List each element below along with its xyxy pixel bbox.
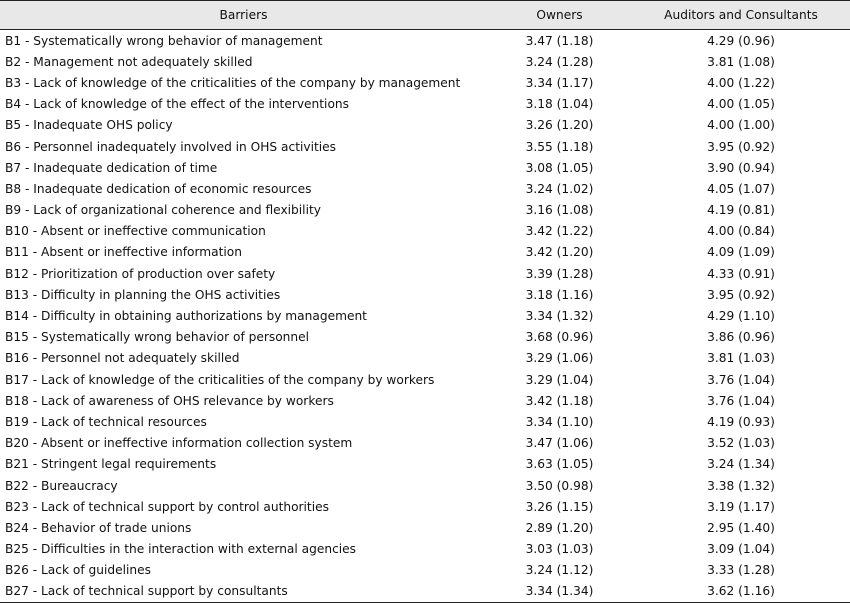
owners-cell: 3.50 (0.98) (525, 478, 594, 493)
table-body (0, 30, 850, 603)
owners-cell: 3.34 (1.34) (487, 581, 632, 603)
table-row (0, 263, 850, 284)
barrier-cell: B4 - Lack of knowledge of the effect of the interventions (5, 97, 349, 112)
barrier-cell: B16 - Personnel not adequately skilled (5, 351, 240, 366)
owners-cell: 3.24 (1.12) (525, 563, 594, 578)
owners-cell: 3.29 (1.04) (525, 372, 594, 387)
auditors-cell: 4.33 (0.91) (707, 266, 775, 281)
barrier-cell: B15 - Systematically wrong behavior of personnel (5, 330, 309, 345)
auditors-cell: 3.86 (0.96) (707, 330, 775, 345)
auditors-cell: 3.38 (1.32) (707, 478, 775, 493)
barrier-cell: B22 - Bureaucracy (5, 478, 118, 493)
barrier-cell: B1 - Systematically wrong behavior of management (5, 33, 323, 48)
barrier-cell: B2 - Management not adequately skilled (5, 54, 253, 69)
header-barriers: Barriers (0, 1, 487, 30)
owners-cell: 2.89 (1.20) (525, 520, 594, 535)
owners-cell: 3.42 (1.18) (525, 393, 594, 408)
table-row (0, 51, 850, 72)
table-row (0, 454, 850, 475)
auditors-cell: 4.00 (1.00) (707, 118, 775, 133)
owners-cell: 3.42 (1.22) (525, 224, 594, 239)
owners-cell: 3.34 (1.10) (525, 414, 594, 429)
owners-cell: 3.24 (1.02) (525, 181, 594, 196)
table-row (0, 475, 850, 496)
auditors-cell: 3.33 (1.28) (707, 563, 775, 578)
barrier-cell: B26 - Lack of guidelines (5, 563, 151, 578)
table-row (0, 496, 850, 517)
owners-cell: 3.47 (1.18) (525, 33, 594, 48)
table-row (0, 178, 850, 199)
barrier-cell: B23 - Lack of technical support by control authorities (5, 499, 329, 514)
barrier-cell: B6 - Personnel inadequately involved in OHS activities (5, 139, 336, 154)
auditors-cell: 4.00 (1.05) (707, 97, 775, 112)
barrier-cell: B9 - Lack of organizational coherence and flexibility (5, 203, 321, 218)
auditors-cell: 4.00 (1.22) (707, 75, 775, 90)
barrier-cell: B17 - Lack of knowledge of the criticalities of the company by workers (5, 372, 435, 387)
owners-cell: 3.39 (1.28) (525, 266, 594, 281)
auditors-cell: 3.19 (1.17) (707, 499, 775, 514)
barrier-cell: B19 - Lack of technical resources (5, 414, 207, 429)
table-row (0, 136, 850, 157)
table-row (0, 560, 850, 581)
barrier-cell: B11 - Absent or ineffective information (5, 245, 242, 260)
auditors-cell: 3.62 (1.16) (632, 581, 850, 603)
table-row (0, 369, 850, 390)
table-row (0, 242, 850, 263)
owners-cell: 3.68 (0.96) (525, 330, 594, 345)
table-row (0, 305, 850, 326)
table-row (0, 94, 850, 115)
auditors-cell: 3.81 (1.08) (707, 54, 775, 69)
barrier-cell: B21 - Stringent legal requirements (5, 457, 217, 472)
table-row (0, 284, 850, 305)
table-row (0, 327, 850, 348)
owners-cell: 3.26 (1.15) (525, 499, 594, 514)
auditors-cell: 3.90 (0.94) (707, 160, 775, 175)
auditors-cell: 4.29 (1.10) (707, 309, 775, 324)
barrier-cell: B27 - Lack of technical support by consultants (0, 581, 487, 603)
auditors-cell: 2.95 (1.40) (707, 520, 775, 535)
owners-cell: 3.16 (1.08) (525, 203, 594, 218)
barrier-cell: B10 - Absent or ineffective communication (5, 224, 266, 239)
auditors-cell: 3.76 (1.04) (707, 393, 775, 408)
owners-cell: 3.47 (1.06) (525, 436, 594, 451)
owners-cell: 3.26 (1.20) (525, 118, 594, 133)
owners-cell: 3.63 (1.05) (525, 457, 594, 472)
owners-cell: 3.18 (1.04) (525, 97, 594, 112)
table-row (0, 390, 850, 411)
auditors-cell: 3.09 (1.04) (707, 542, 775, 557)
auditors-cell: 3.76 (1.04) (707, 372, 775, 387)
owners-cell: 3.18 (1.16) (525, 287, 594, 302)
owners-cell: 3.08 (1.05) (525, 160, 594, 175)
auditors-cell: 4.19 (0.93) (707, 414, 775, 429)
barrier-cell: B14 - Difficulty in obtaining authorizations by management (5, 309, 367, 324)
header-auditors-consultants: Auditors and Consultants (632, 1, 850, 30)
barrier-cell: B18 - Lack of awareness of OHS relevance by workers (5, 393, 334, 408)
barrier-cell: B8 - Inadequate dedication of economic resources (5, 181, 312, 196)
owners-cell: 3.55 (1.18) (525, 139, 594, 154)
table-row (0, 157, 850, 178)
auditors-cell: 3.81 (1.03) (707, 351, 775, 366)
header-owners: Owners (487, 1, 632, 30)
barrier-cell: B25 - Difficulties in the interaction with external agencies (5, 542, 357, 557)
table-row (0, 115, 850, 136)
auditors-cell: 3.24 (1.34) (707, 457, 775, 472)
barrier-cell: B24 - Behavior of trade unions (5, 520, 192, 535)
table-row (0, 221, 850, 242)
owners-cell: 3.29 (1.06) (525, 351, 594, 366)
barrier-cell: B12 - Prioritization of production over safety (5, 266, 276, 281)
table-row (0, 348, 850, 369)
owners-cell: 3.34 (1.17) (525, 75, 594, 90)
barrier-cell: B5 - Inadequate OHS policy (5, 118, 173, 133)
table-row (0, 30, 850, 52)
auditors-cell: 4.29 (0.96) (707, 33, 775, 48)
barrier-cell: B3 - Lack of knowledge of the criticalities of the company by management (5, 75, 461, 90)
auditors-cell: 4.05 (1.07) (707, 181, 775, 196)
auditors-cell: 3.52 (1.03) (707, 436, 775, 451)
barrier-cell: B20 - Absent or ineffective information collection system (5, 436, 353, 451)
header-row (0, 1, 850, 30)
table-row (0, 539, 850, 560)
barrier-cell: B13 - Difficulty in planning the OHS activities (5, 287, 281, 302)
table-row (0, 72, 850, 93)
barrier-cell: B7 - Inadequate dedication of time (5, 160, 218, 175)
table-row (0, 411, 850, 432)
owners-cell: 3.03 (1.03) (525, 542, 594, 557)
table-row (0, 517, 850, 538)
auditors-cell: 4.00 (0.84) (707, 224, 775, 239)
table-row (0, 433, 850, 454)
owners-cell: 3.24 (1.28) (525, 54, 594, 69)
table-row (0, 581, 850, 603)
table-row (0, 200, 850, 221)
auditors-cell: 3.95 (0.92) (707, 139, 775, 154)
owners-cell: 3.34 (1.32) (525, 309, 594, 324)
owners-cell: 3.42 (1.20) (525, 245, 594, 260)
auditors-cell: 4.09 (1.09) (707, 245, 775, 260)
auditors-cell: 3.95 (0.92) (707, 287, 775, 302)
table-header (0, 1, 850, 30)
auditors-cell: 4.19 (0.81) (707, 203, 775, 218)
